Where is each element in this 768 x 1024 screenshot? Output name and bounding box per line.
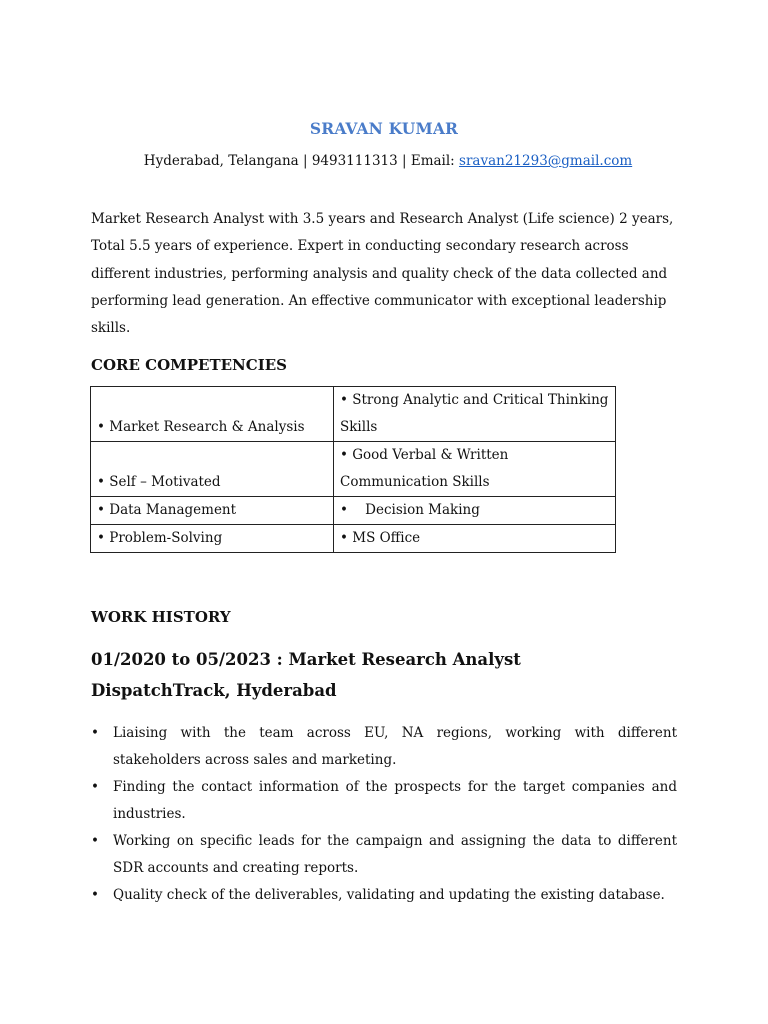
bullet-icon: •	[91, 887, 99, 903]
list-item	[91, 828, 677, 882]
bullet-icon: •	[91, 833, 99, 849]
professional-summary: Market Research Analyst with 3.5 years and Research Analyst (Life science) 2 years, Total 5.5 years of experience. Expert in conducting secondary research across different industries, performing analysis and quality check of the data collected and performing lead generation. An effective communicator with exceptional leadership skills.	[91, 211, 674, 337]
table-row	[91, 497, 616, 525]
competency-cell: • Market Research & Analysis	[91, 387, 334, 442]
core-competencies-heading: CORE COMPETENCIES	[91, 356, 287, 374]
duty-text: Quality check of the deliverables, validating and updating the existing database.	[113, 887, 665, 903]
competency-cell: • Decision Making	[334, 497, 616, 525]
list-item	[91, 882, 677, 909]
competency-cell: • Data Management	[91, 497, 334, 525]
competency-cell: • Self – Motivated	[91, 442, 334, 497]
work-history-heading: WORK HISTORY	[91, 608, 231, 626]
competencies-table	[90, 386, 616, 553]
email-link[interactable]: sravan21293@gmail.com	[459, 153, 633, 169]
table-row	[91, 525, 616, 553]
competency-cell: • Strong Analytic and Critical Thinking Skills	[334, 387, 616, 442]
list-item	[91, 720, 677, 774]
competency-cell: • MS Office	[334, 525, 616, 553]
contact-details: Hyderabad, Telangana | 9493111313 | Email:	[143, 153, 460, 169]
bullet-icon: •	[91, 725, 99, 741]
list-item	[91, 774, 677, 828]
bullet-icon: •	[91, 779, 99, 795]
job-company-line: DispatchTrack, Hyderabad	[91, 681, 337, 700]
duty-text: Working on specific leads for the campaign and assigning the data to different SDR accounts and creating reports.	[113, 833, 677, 876]
competency-cell: • Problem-Solving	[91, 525, 334, 553]
contact-line	[0, 153, 768, 169]
competency-cell: • Good Verbal & Written Communication Skills	[334, 442, 616, 497]
job-title-line: 01/2020 to 05/2023 : Market Research Analyst	[91, 650, 521, 669]
job-duties-list	[91, 720, 677, 909]
candidate-name: SRAVAN KUMAR	[309, 119, 459, 138]
table-row	[91, 387, 616, 442]
table-row	[91, 442, 616, 497]
duty-text: Liaising with the team across EU, NA regions, working with different stakeholders across sales and marketing.	[113, 725, 677, 768]
duty-text: Finding the contact information of the prospects for the target companies and industries.	[113, 779, 677, 822]
